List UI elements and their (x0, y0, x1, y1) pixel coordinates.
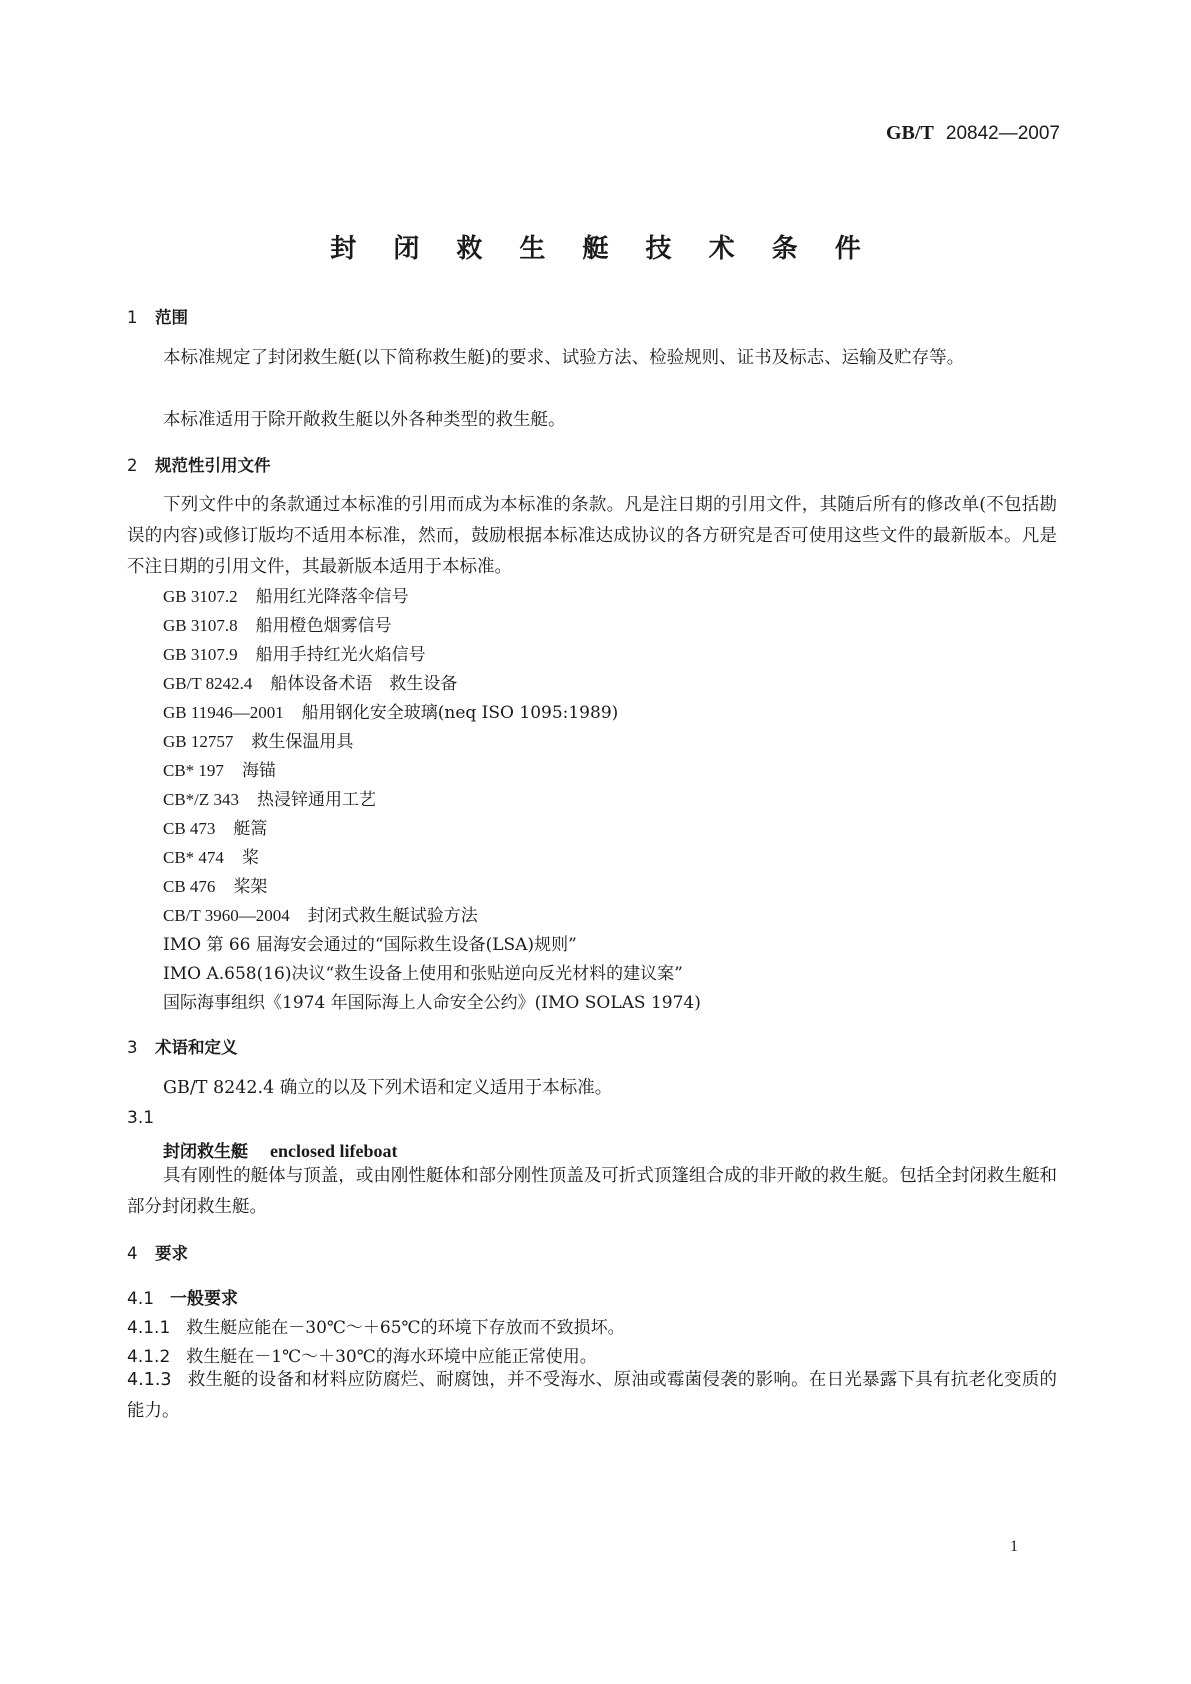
reference-item: CB 476 桨架 (163, 877, 268, 897)
reference-item: CB 473 艇篙 (163, 819, 268, 839)
section-2-intro: 下列文件中的条款通过本标准的引用而成为本标准的条款。凡是注日期的引用文件，其随后所有的修改单(不包括勘误的内容)或修订版均不适用本标准，然而，鼓励根据本标准达成协议的各方研究是否可使用这些文件的最新版本。凡是不注日期的引用文件，其最新版本适用于本标准。 (127, 495, 1057, 577)
reference-item: GB 3107.9 船用手持红光火焰信号 (163, 645, 426, 665)
clause-4-1-3: 4.1.3 救生艇的设备和材料应防腐烂、耐腐蚀，并不受海水、原油或霉菌侵袭的影响。在日光暴露下具有抗老化变质的能力。 (127, 1370, 1057, 1421)
section-4-heading: 4 要求 (127, 1244, 188, 1263)
reference-item: GB 3107.8 船用橙色烟雾信号 (163, 616, 392, 636)
reference-item: IMO A.658(16)决议“救生设备上使用和张贴逆向反光材料的建议案” (163, 964, 683, 984)
reference-item: GB 3107.2 船用红光降落伞信号 (163, 587, 409, 607)
section-1-paragraph-1: 本标准规定了封闭救生艇(以下简称救生艇)的要求、试验方法、检验规则、证书及标志、运输及贮存等。 (163, 348, 965, 368)
reference-item: IMO 第 66 届海安会通过的“国际救生设备(LSA)规则” (163, 935, 577, 955)
subsection-4-1-heading: 4.1 一般要求 (127, 1289, 239, 1309)
section-2-heading: 2 规范性引用文件 (127, 456, 271, 475)
term-number: 3.1 (127, 1108, 155, 1128)
standard-code (886, 122, 1060, 145)
section-1-paragraph-2: 本标准适用于除开敞救生艇以外各种类型的救生艇。 (163, 410, 566, 430)
reference-item: GB 11946—2001 船用钢化安全玻璃(neq ISO 1095:1989) (163, 703, 619, 723)
page-number: 1 (1010, 1538, 1018, 1555)
clause-4-1-2: 4.1.2 救生艇在－1℃～＋30℃的海水环境中应能正常使用。 (127, 1347, 597, 1367)
standard-number: 20842—2007 (945, 123, 1060, 144)
reference-item: CB* 474 桨 (163, 848, 259, 868)
document-title: 封 闭 救 生 艇 技 术 条 件 (330, 234, 875, 264)
reference-item: CB/T 3960—2004 封闭式救生艇试验方法 (163, 906, 478, 926)
section-1-heading: 1 范围 (127, 308, 188, 327)
section-3-intro: GB/T 8242.4 确立的以及下列术语和定义适用于本标准。 (163, 1078, 613, 1098)
reference-item: 国际海事组织《1974 年国际海上人命安全公约》(IMO SOLAS 1974) (163, 993, 701, 1013)
reference-item: CB*/Z 343 热浸锌通用工艺 (163, 790, 377, 810)
standard-prefix: GB/T (886, 122, 934, 144)
term-definition: 具有刚性的艇体与顶盖，或由刚性艇体和部分刚性顶盖及可折式顶篷组合成的非开敞的救生艇。包括全封闭救生艇和部分封闭救生艇。 (127, 1166, 1057, 1217)
reference-item: GB 12757 救生保温用具 (163, 732, 354, 752)
reference-item: GB/T 8242.4 船体设备术语 救生设备 (163, 674, 458, 694)
clause-4-1-1: 4.1.1 救生艇应能在－30℃～＋65℃的环境下存放而不致损坏。 (127, 1318, 625, 1338)
section-3-heading: 3 术语和定义 (127, 1038, 238, 1057)
term-heading: 封闭救生艇 enclosed lifeboat (163, 1141, 398, 1162)
reference-item: CB* 197 海锚 (163, 761, 276, 781)
